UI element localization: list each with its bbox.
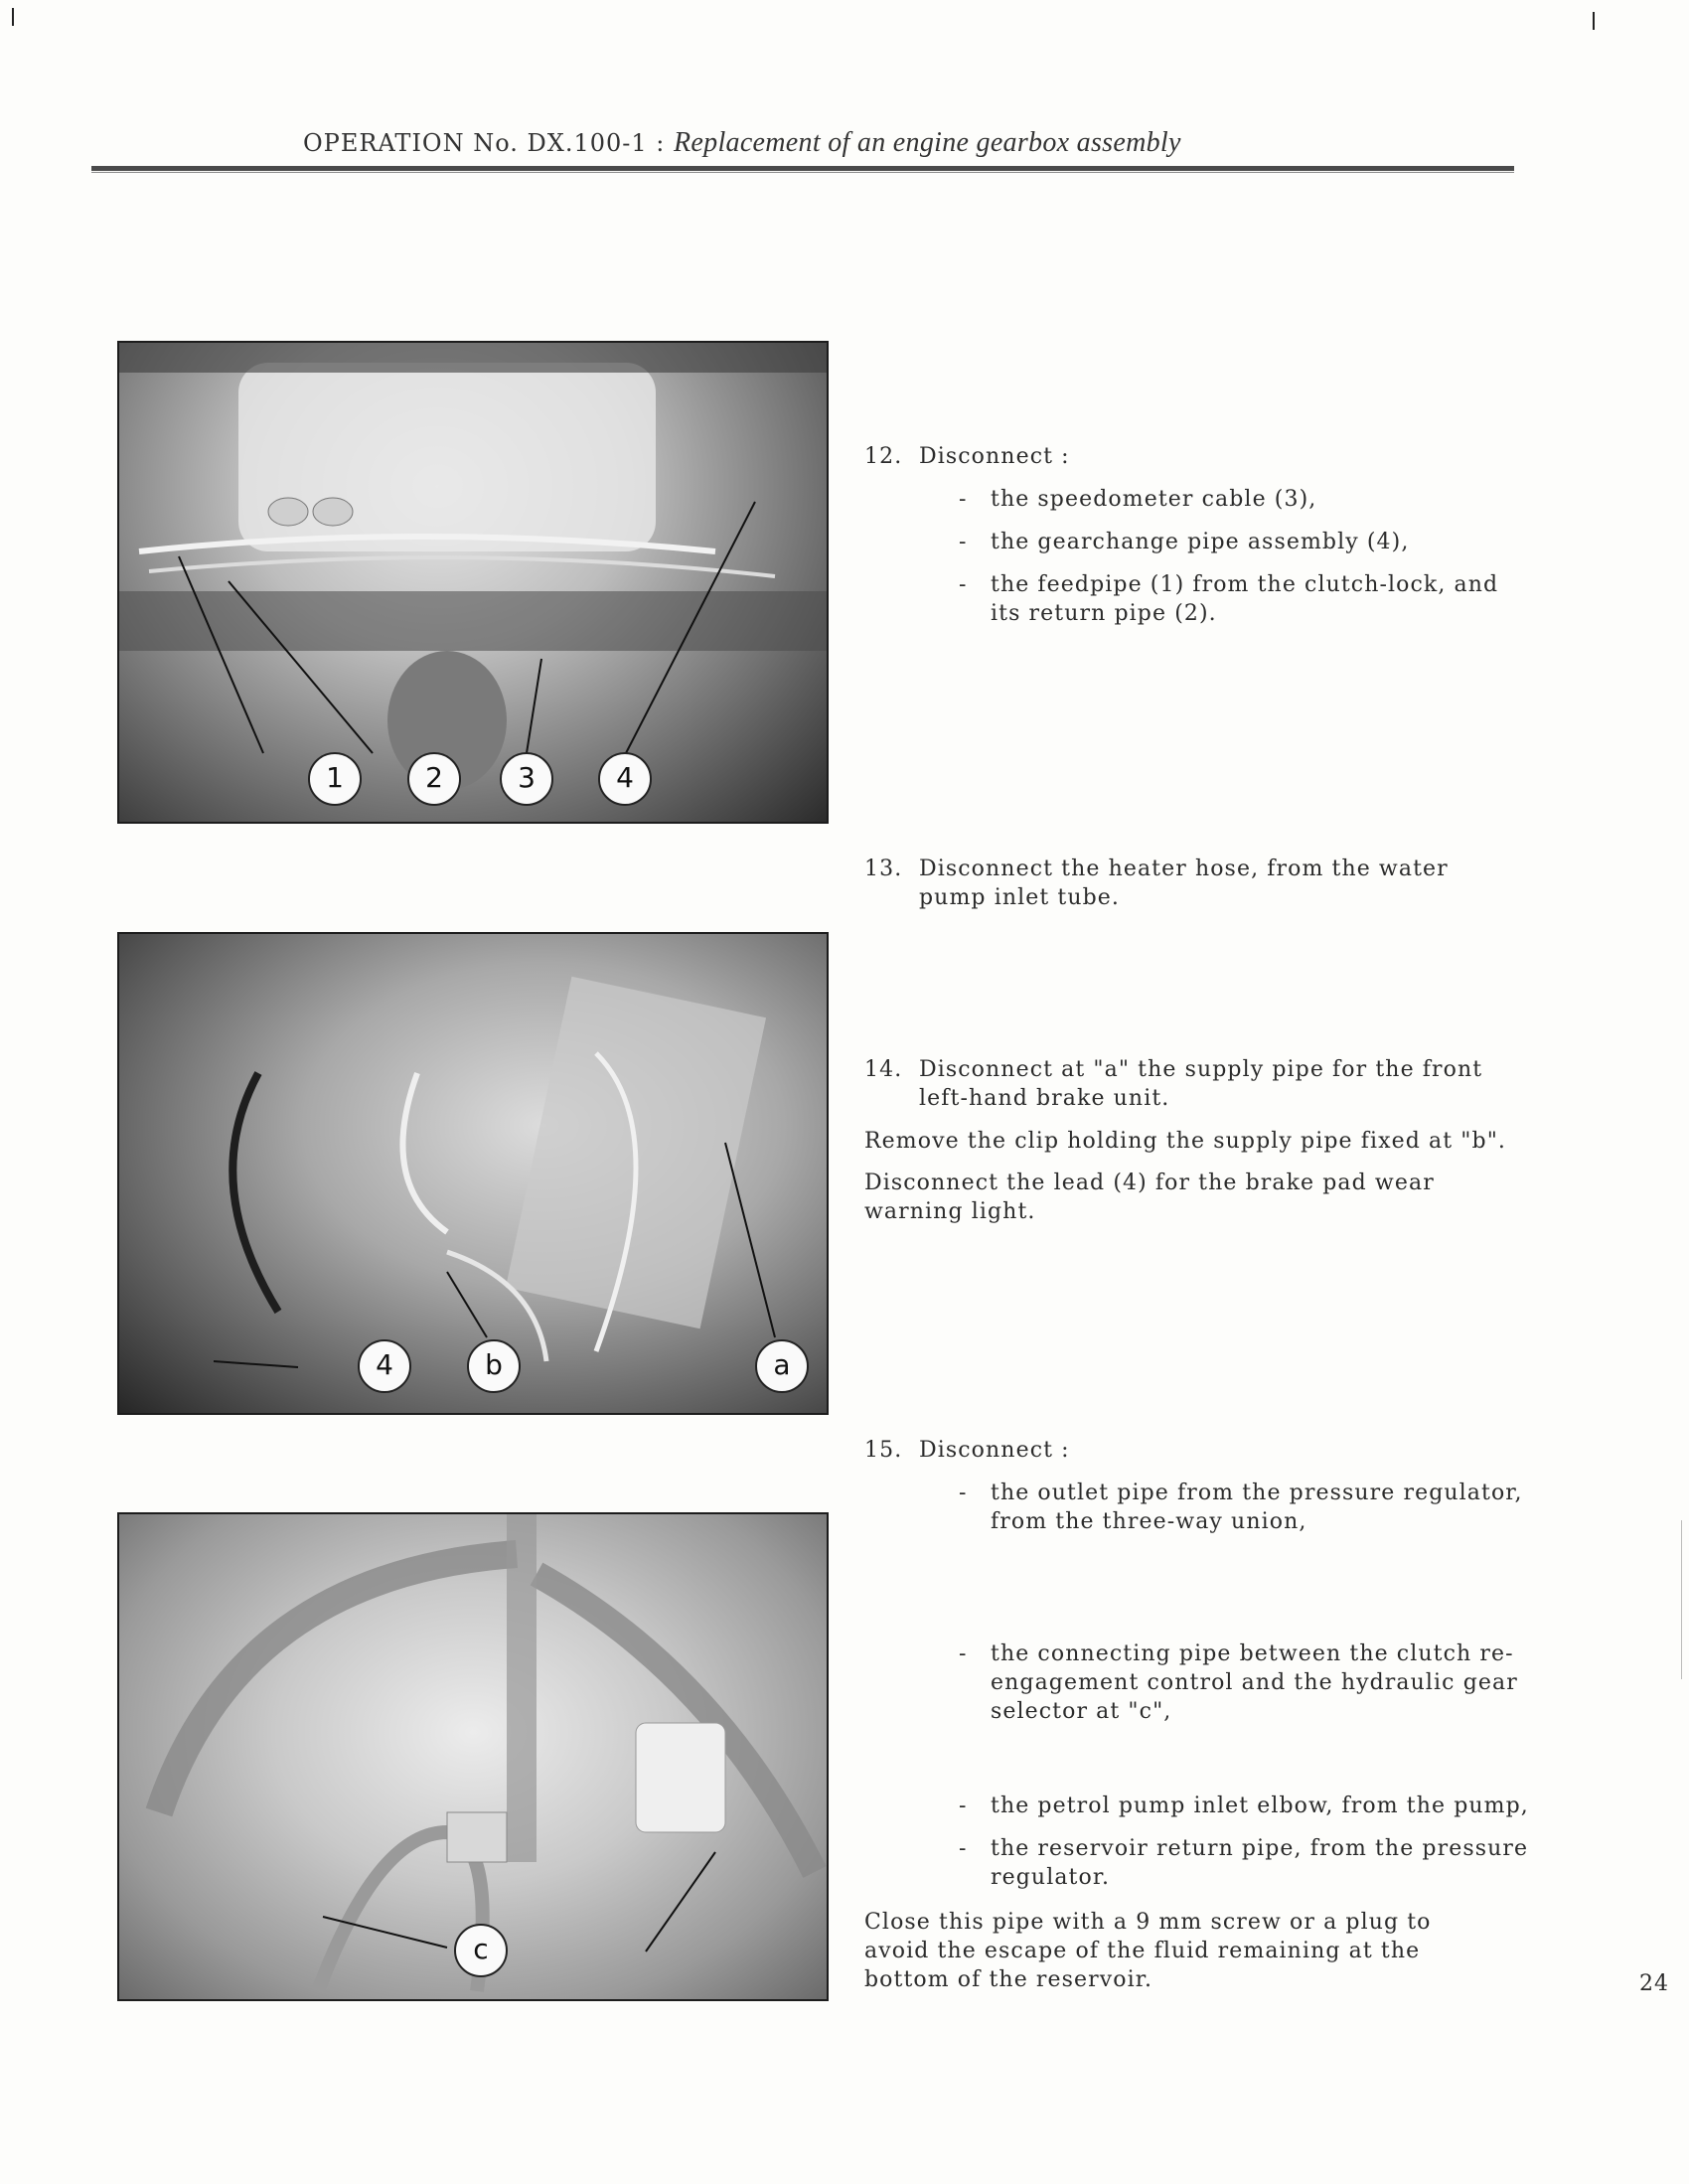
callout-a: a: [755, 1339, 809, 1393]
step-number: 15.: [864, 1438, 903, 1463]
step-14: [864, 1055, 1540, 1234]
step-15: 15. Disconnect : - the outlet pipe from the pressure regulator, from the three-way union, - the connecting pipe between the clutch re-engagement control and the hydraulic gear selector at "c", - the petrol pump inlet elbow, from the pump, - the reservoir return pipe, from the pressure regulator. Close this pipe with a 9 mm screw or a plug to avoid the escape of the fluid remaining at the bottom of the reservoir.: [864, 1438, 1529, 1992]
step-13: [864, 855, 1500, 924]
engine-photo-2: [117, 932, 829, 1415]
edge-mark-right-lower: [1681, 1520, 1682, 1679]
callout-b: b: [467, 1339, 521, 1393]
engine-photo-3: [117, 1512, 829, 2001]
edge-mark-left: [12, 8, 14, 26]
operation-title: Replacement of an engine gearbox assembly: [674, 127, 1181, 158]
engine-photo-1: [117, 341, 829, 824]
operation-number: OPERATION No. DX.100-1 :: [303, 129, 666, 157]
step-paragraph: Remove the clip holding the supply pipe fixed at "b".: [864, 1129, 1507, 1154]
callout-2: 2: [407, 752, 461, 806]
engine-photo-1-drawing: [119, 343, 827, 822]
step-number: 13.: [864, 857, 903, 881]
callout-3: 3: [500, 752, 553, 806]
step-closing: Close this pipe with a 9 mm screw or a plug to avoid the escape of the fluid remaining at the bottom of the reservoir.: [864, 1910, 1432, 1992]
callout-c: c: [454, 1924, 508, 1977]
step-lead: Disconnect :: [919, 444, 1070, 469]
step-12: 12. Disconnect : - the speedometer cable (3), - the gearchange pipe assembly (4), - the feedpipe (1) from the clutch-lock, and its return pipe (2).: [864, 444, 1499, 626]
header-rule-thin: [91, 172, 1514, 173]
callout-4: 4: [598, 752, 652, 806]
step-number: 14.: [864, 1057, 903, 1082]
page-number: 24: [1639, 1971, 1669, 1996]
header-rule: [91, 166, 1514, 171]
callout-1: 1: [308, 752, 362, 806]
step-lead: Disconnect the heater hose, from the water pump inlet tube.: [919, 857, 1449, 910]
step-lead: Disconnect :: [919, 1438, 1070, 1463]
callout-4: 4: [358, 1339, 411, 1393]
page-header: [303, 127, 1495, 159]
edge-mark-right: [1593, 12, 1595, 30]
step-number: 12.: [864, 444, 903, 469]
engine-photo-2-drawing: [119, 934, 827, 1413]
step-paragraph: Disconnect the lead (4) for the brake pad wear warning light.: [864, 1170, 1435, 1224]
step-lead: Disconnect at "a" the supply pipe for the front left-hand brake unit.: [919, 1057, 1483, 1111]
